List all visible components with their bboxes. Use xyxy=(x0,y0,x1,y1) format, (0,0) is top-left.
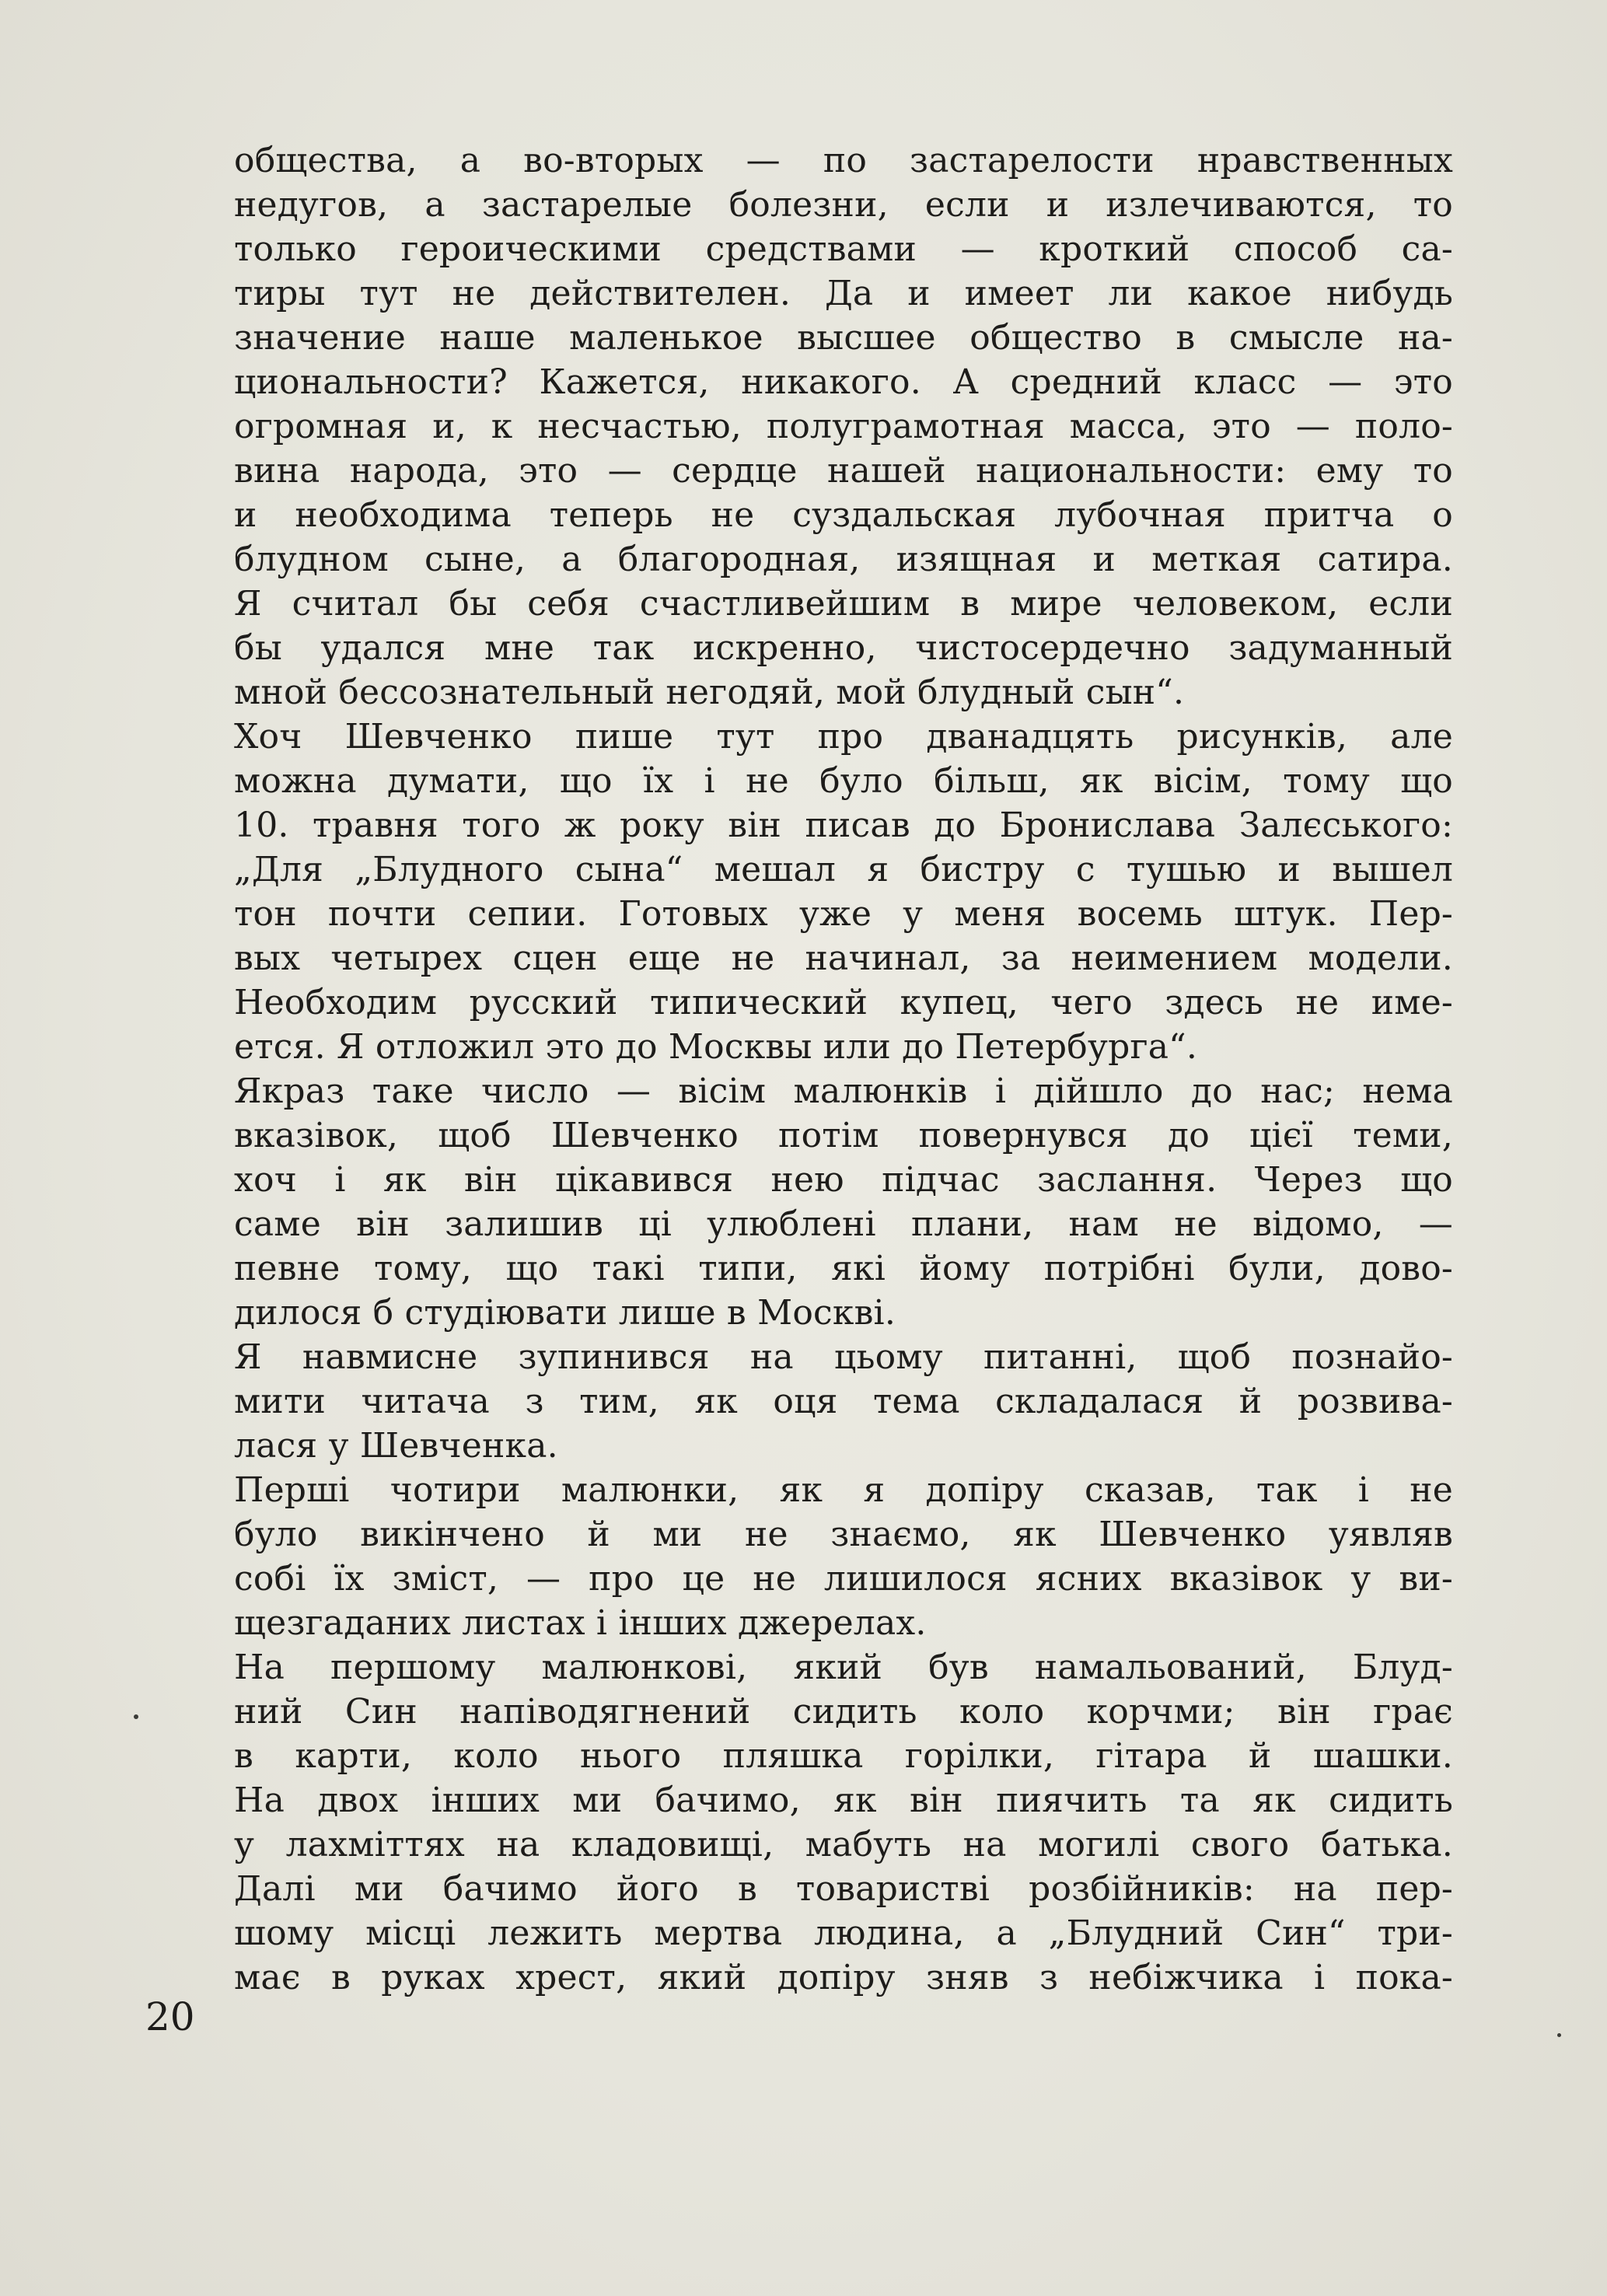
text-line: общества, а во-вторых — по застарелости нравственных xyxy=(234,141,1453,180)
paper-speck xyxy=(1557,2033,1561,2037)
text-line: тиры тут не действителен. Да и имеет ли какое нибудь xyxy=(234,274,1453,313)
text-line: вых четырех сцен еще не начинал, за неимением модели. xyxy=(234,938,1453,978)
text-line: недугов, а застарелые болезни, если и излечиваются, то xyxy=(234,185,1453,225)
text-line: вина народа, это — сердце нашей национальности: ему то xyxy=(234,451,1453,491)
text-line: шому місці лежить мертва людина, а „Блудний Син“ три- xyxy=(234,1913,1453,1953)
paper-speck xyxy=(134,1714,138,1719)
text-line: певне тому, що такі типи, які йому потрібні були, дово- xyxy=(234,1249,1453,1288)
page-number: 20 xyxy=(145,1994,195,2039)
text-line: було викінчено й ми не знаємо, як Шевченко уявляв xyxy=(234,1515,1453,1554)
text-line: Я навмисне зупинився на цьому питанні, щоб познайо- xyxy=(234,1337,1453,1377)
text-line: Якраз таке число — вісім малюнків і дійшло до нас; нема xyxy=(234,1071,1453,1111)
text-line: На першому малюнкові, який був намальований, Блуд- xyxy=(234,1648,1453,1687)
text-line: значение наше маленькое высшее общество в смысле на- xyxy=(234,318,1453,358)
text-line: циональности? Кажется, никакого. А средний класс — это xyxy=(234,362,1453,402)
text-line: щезгаданих листах і інших джерелах. xyxy=(234,1603,927,1643)
text-line: тон почти сепии. Готовых уже у меня восемь штук. Пер- xyxy=(234,894,1453,934)
text-line: Я считал бы себя счастливейшим в мире человеком, если xyxy=(234,584,1453,624)
text-line: мной бессознательный негодяй, мой блудный сын“. xyxy=(234,673,1185,712)
text-line: в карти, коло нього пляшка горілки, гітара й шашки. xyxy=(234,1736,1453,1776)
text-line: у лахміттях на кладовищі, мабуть на могилі свого батька. xyxy=(234,1825,1453,1864)
text-line: блудном сыне, а благородная, изящная и меткая сатира. xyxy=(234,540,1453,579)
text-line: лася у Шевченка. xyxy=(234,1426,558,1466)
text-line: только героическими средствами — кроткий способ са- xyxy=(234,229,1453,269)
text-line: вказівок, щоб Шевченко потім повернувся до цієї теми, xyxy=(234,1116,1453,1155)
text-line: „Для „Блудного сына“ мешал я бистру с тушью и вышел xyxy=(234,850,1453,889)
main-text-column xyxy=(234,138,1453,2051)
text-line: Хоч Шевченко пише тут про дванадцять рисунків, але xyxy=(234,717,1453,757)
text-line: Перші чотири малюнки, як я допіру сказав, так і не xyxy=(234,1470,1453,1510)
text-line: мити читача з тим, як оця тема складалася й розвива- xyxy=(234,1382,1453,1421)
text-line: 10. травня того ж року він писав до Бронислава Залєського: xyxy=(234,806,1453,845)
text-line: Далі ми бачимо його в товаристві розбійників: на пер- xyxy=(234,1869,1453,1909)
text-line: и необходима теперь не суздальская лубочная притча о xyxy=(234,495,1453,535)
text-line: хоч і як він цікавився нею підчас заслання. Через що xyxy=(234,1160,1453,1200)
text-line: ний Син напіводягнений сидить коло корчми; він грає xyxy=(234,1692,1453,1732)
text-line: ется. Я отложил это до Москвы или до Петербурга“. xyxy=(234,1027,1198,1067)
text-line: собі їх зміст, — про це не лишилося ясних вказівок у ви- xyxy=(234,1559,1453,1599)
text-line: На двох інших ми бачимо, як він пиячить та як сидить xyxy=(234,1781,1453,1820)
text-line: дилося б студіювати лише в Москві. xyxy=(234,1293,896,1333)
text-line: можна думати, що їх і не було більш, як вісім, тому що xyxy=(234,761,1453,801)
text-line: Необходим русский типический купец, чего здесь не име- xyxy=(234,983,1453,1022)
text-line: огромная и, к несчастью, полуграмотная масса, это — поло- xyxy=(234,407,1453,446)
text-line: бы удался мне так искренно, чистосердечно задуманный xyxy=(234,628,1453,668)
text-line: має в руках хрест, який допіру зняв з небіжчика і пока- xyxy=(234,1958,1453,1997)
text-line: саме він залишив ці улюблені плани, нам не відомо, — xyxy=(234,1204,1453,1244)
